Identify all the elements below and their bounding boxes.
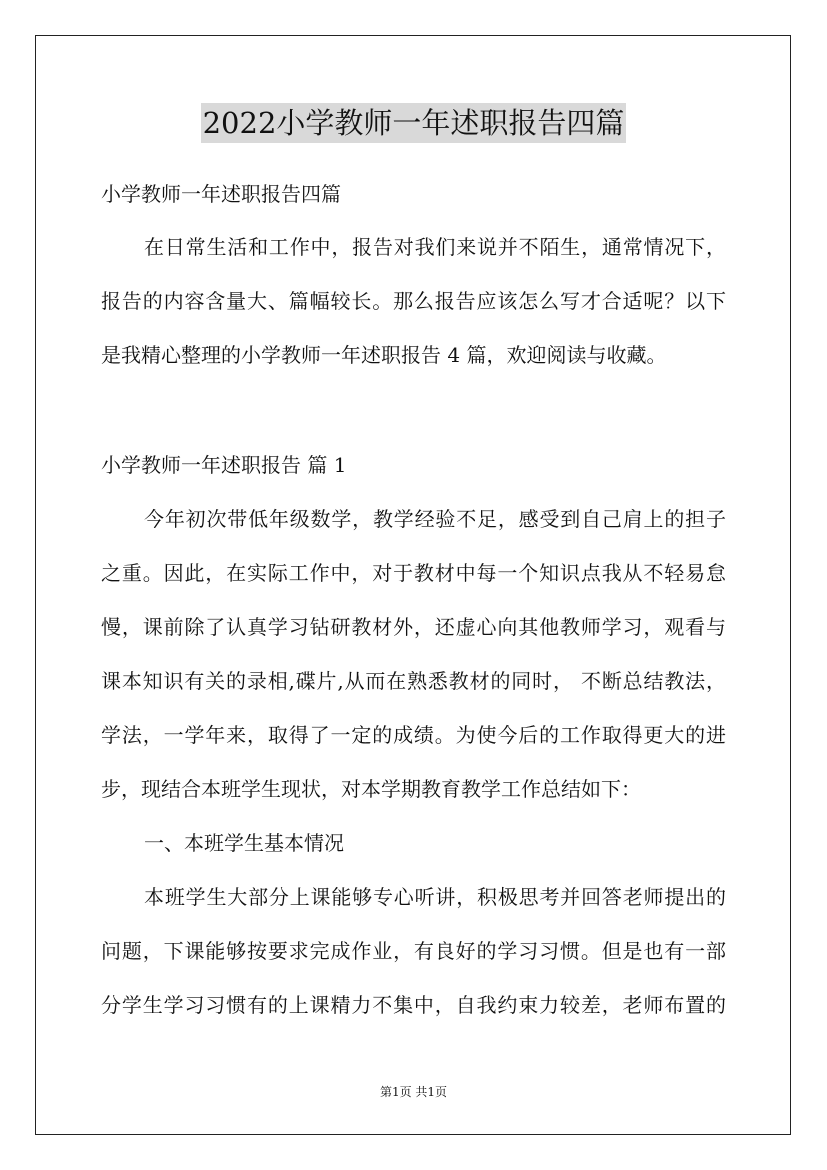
paragraph-line: 慢，课前除了认真学习钻研教材外，还虚心向其他教师学习，观看与 [101, 615, 726, 639]
page-footer: 第1页 共1页 [379, 1085, 448, 1099]
paragraph-line: 今年初次带低年级数学，教学经验不足，感受到自己肩上的担子 [144, 507, 726, 531]
section-heading: 小学教师一年述职报告 篇 1 [101, 453, 347, 477]
document-title: 2022小学教师一年述职报告四篇 [201, 103, 627, 143]
paragraph-line: 问题，下课能够按要求完成作业，有良好的学习习惯。但是也有一部 [101, 939, 726, 963]
paragraph-line: 分学生学习习惯有的上课精力不集中，自我约束力较差，老师布置的 [101, 993, 726, 1017]
paragraph-line: 课本知识有关的录相,碟片,从而在熟悉教材的同时， 不断总结教法， [101, 669, 726, 693]
subtitle-line: 小学教师一年述职报告四篇 [101, 182, 341, 206]
paragraph-line: 是我精心整理的小学教师一年述职报告 4 篇，欢迎阅读与收藏。 [101, 343, 667, 367]
paragraph-line: 报告的内容含量大、篇幅较长。那么报告应该怎么写才合适呢？以下 [101, 289, 726, 313]
paragraph-line: 本班学生大部分上课能够专心听讲，积极思考并回答老师提出的 [144, 885, 726, 909]
paragraph-line: 学法，一学年来，取得了一定的成绩。为使今后的工作取得更大的进 [101, 723, 726, 747]
title-container [0, 103, 827, 143]
paragraph-line: 之重。因此，在实际工作中，对于教材中每一个知识点我从不轻易怠 [101, 561, 726, 585]
paragraph-line: 步，现结合本班学生现状，对本学期教育教学工作总结如下： [101, 777, 641, 801]
paragraph-line: 在日常生活和工作中，报告对我们来说并不陌生，通常情况下， [144, 235, 726, 259]
subsection-heading: 一、本班学生基本情况 [144, 831, 344, 855]
